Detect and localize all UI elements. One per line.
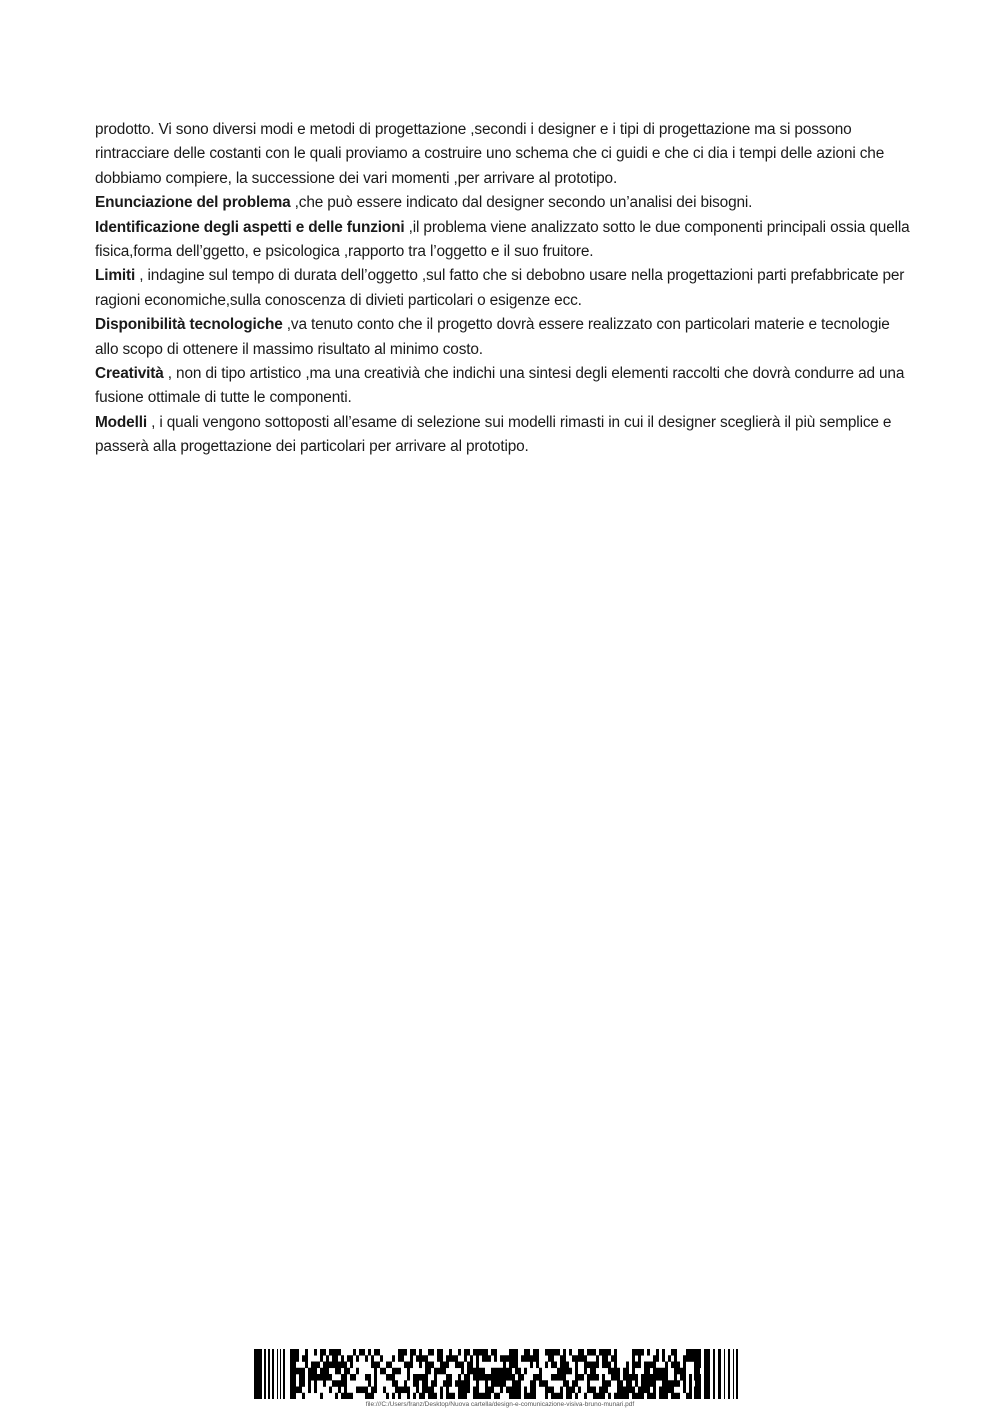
paragraph-heading: Identificazione degli aspetti e delle funzioni (95, 218, 405, 236)
paragraph-text: ,che può essere indicato dal designer secondo un’analisi dei bisogni. (290, 194, 753, 212)
body-text (95, 118, 910, 460)
paragraph-disponibilita (95, 313, 910, 362)
pdf417-barcode (254, 1349, 738, 1399)
paragraph-text: ,va tenuto conto che il progetto dovrà essere realizzato con particolari materie e tecnologie allo scopo di ottenere il massimo risultato al minimo costo. (95, 316, 890, 358)
paragraph-text: , indagine sul tempo di durata dell’oggetto ,sul fatto che si debobno usare nella progettazioni parti prefabbricate per ragioni economiche,sulla conoscenza di divieti particolari o esigenze ecc. (95, 267, 905, 309)
paragraph-text: , non di tipo artistico ,ma una creativià che indichi una sintesi degli elementi raccolti che dovrà condurre ad una fusione ottimale di tutte le componenti. (95, 365, 905, 407)
paragraph-text: prodotto. Vi sono diversi modi e metodi di progettazione ,secondi i designer e i tipi di progettazione ma si possono rintracciare delle costanti con le quali proviamo a costruire uno schema che ci guidi e che ci dia i tempi delle azioni che dobbiamo compiere, la successione dei vari momenti ,per arrivare al prototipo. (95, 121, 885, 187)
paragraph-limiti (95, 264, 910, 313)
paragraph-heading: Limiti (95, 267, 136, 285)
paragraph-text: ,il problema viene analizzato sotto le due componenti principali ossia quella fisica,forma dell’ggetto, e psicologica ,rapporto tra l’oggetto e il suo fruitore. (95, 218, 910, 261)
paragraph-heading: Enunciazione del problema (95, 194, 291, 212)
barcode-graphic (254, 1349, 738, 1399)
paragraph-enunciazione (95, 191, 910, 215)
file-path-footer: file:///C:/Users/franz/Desktop/Nuova cartella/design-e-comunicazione-visiva-bruno-munari.pdf (365, 1401, 635, 1408)
paragraph-creativita (95, 362, 910, 411)
paragraph-heading: Creatività (95, 365, 164, 383)
paragraph-heading: Disponibilità tecnologiche (95, 316, 283, 334)
paragraph-modelli (95, 411, 910, 460)
paragraph-intro (95, 118, 910, 191)
paragraph-text: , i quali vengono sottoposti all’esame di selezione sui modelli rimasti in cui il designer sceglierà il più semplice e passerà alla progettazione dei particolari per arrivare al prototipo. (95, 413, 892, 456)
paragraph-heading: Modelli (95, 413, 147, 431)
paragraph-identificazione (95, 216, 910, 265)
